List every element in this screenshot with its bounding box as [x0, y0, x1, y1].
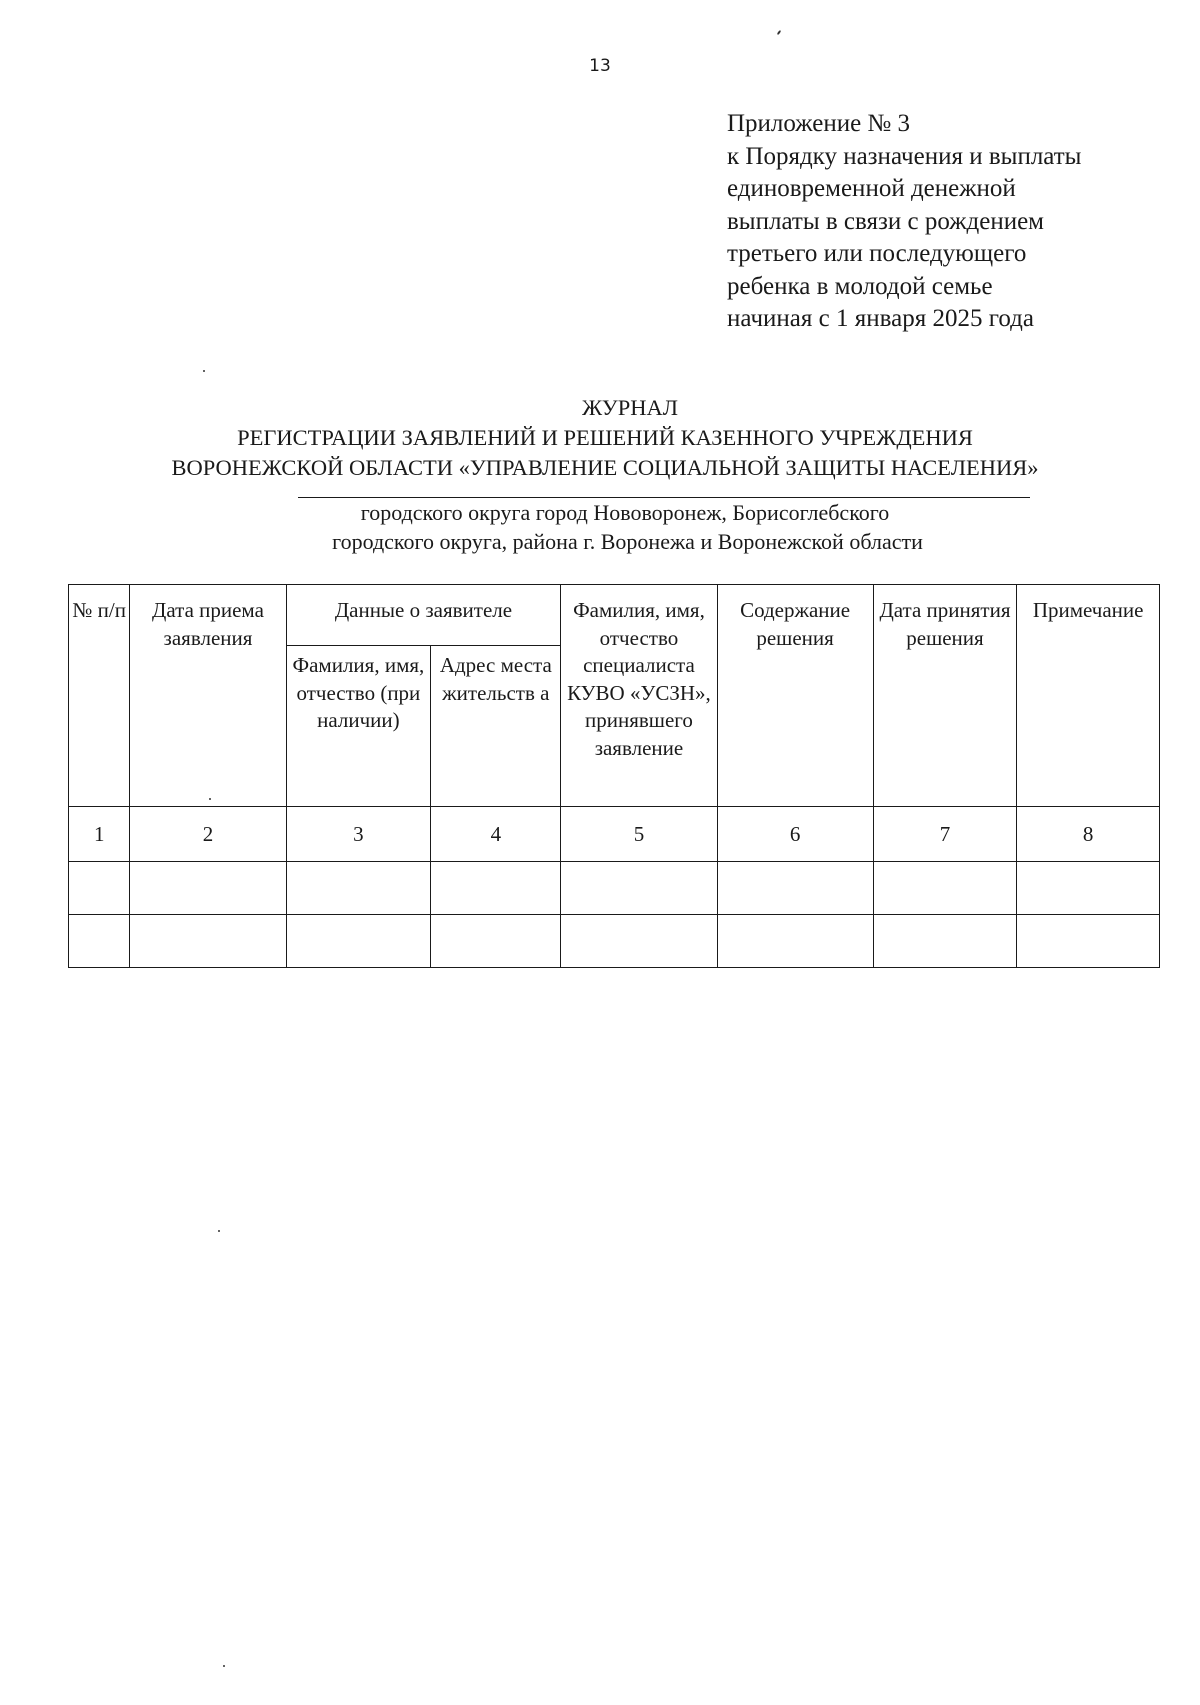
- scan-speck: [223, 1665, 225, 1667]
- column-number: 3: [286, 807, 431, 862]
- empty-cell[interactable]: [717, 915, 873, 968]
- header-applicant-name: Фамилия, имя, отчество (при наличии): [286, 646, 431, 807]
- header-date-received: Дата приема заявления: [130, 585, 286, 807]
- appendix-line: начиная с 1 января 2025 года: [727, 305, 1034, 332]
- column-number: 1: [69, 807, 130, 862]
- header-applicant-group: Данные о заявителе: [286, 585, 561, 646]
- header-num: № п/п: [69, 585, 130, 807]
- column-number: 6: [717, 807, 873, 862]
- column-number: 7: [873, 807, 1017, 862]
- table-row: [69, 862, 1160, 915]
- appendix-line: третьего или последующего: [727, 240, 1027, 267]
- column-number: 8: [1017, 807, 1160, 862]
- column-number-row: [69, 807, 1160, 862]
- scan-speck: [209, 798, 211, 800]
- table-header-row: [69, 585, 1160, 646]
- registration-journal-table: [68, 584, 1160, 968]
- empty-cell[interactable]: [717, 862, 873, 915]
- empty-cell[interactable]: [561, 862, 717, 915]
- empty-cell[interactable]: [1017, 862, 1160, 915]
- empty-cell[interactable]: [431, 915, 561, 968]
- empty-cell[interactable]: [130, 862, 286, 915]
- appendix-block: [727, 108, 1081, 336]
- column-number: 2: [130, 807, 286, 862]
- appendix-line: Приложение № 3: [727, 110, 911, 137]
- empty-cell[interactable]: [130, 915, 286, 968]
- scan-speck: [218, 1230, 220, 1232]
- column-number: 4: [431, 807, 561, 862]
- column-number: 5: [561, 807, 717, 862]
- appendix-line: единовременной денежной: [727, 175, 1016, 202]
- header-decision-date: Дата принятия решения: [873, 585, 1017, 807]
- header-applicant-address: Адрес места жительств а: [431, 646, 561, 807]
- subtitle-line-2: городского округа, района г. Воронежа и Воронежской области: [332, 529, 923, 554]
- empty-cell[interactable]: [69, 862, 130, 915]
- header-note: Примечание: [1017, 585, 1160, 807]
- appendix-line: выплаты в связи с рождением: [727, 207, 1044, 235]
- title-line-3: ВОРОНЕЖСКОЙ ОБЛАСТИ «УПРАВЛЕНИЕ СОЦИАЛЬНОЙ ЗАЩИТЫ НАСЕЛЕНИЯ»: [171, 455, 1039, 480]
- table-row: [69, 915, 1160, 968]
- empty-cell[interactable]: [431, 862, 561, 915]
- scan-speck: [777, 30, 782, 35]
- page-number: 13: [589, 56, 611, 76]
- empty-cell[interactable]: [873, 862, 1017, 915]
- empty-cell[interactable]: [561, 915, 717, 968]
- header-decision-content: Содержание решения: [717, 585, 873, 807]
- empty-cell[interactable]: [69, 915, 130, 968]
- appendix-line: ребенка в молодой семье: [727, 272, 993, 300]
- title-line-2: РЕГИСТРАЦИИ ЗАЯВЛЕНИЙ И РЕШЕНИЙ КАЗЕННОГО УЧРЕЖДЕНИЯ: [237, 425, 973, 450]
- empty-cell[interactable]: [286, 862, 431, 915]
- subtitle-line-1: городского округа город Нововоронеж, Борисоглебского: [360, 500, 890, 525]
- title-journal: ЖУРНАЛ: [581, 395, 679, 420]
- empty-cell[interactable]: [873, 915, 1017, 968]
- scan-speck: [203, 370, 205, 372]
- header-specialist: Фамилия, имя, отчество специалиста КУВО «УСЗН», принявшего заявление: [561, 585, 717, 807]
- empty-cell[interactable]: [286, 915, 431, 968]
- subtitle-block: [0, 498, 1200, 556]
- document-title: [0, 393, 1200, 483]
- appendix-line: к Порядку назначения и выплаты: [727, 142, 1082, 170]
- empty-cell[interactable]: [1017, 915, 1160, 968]
